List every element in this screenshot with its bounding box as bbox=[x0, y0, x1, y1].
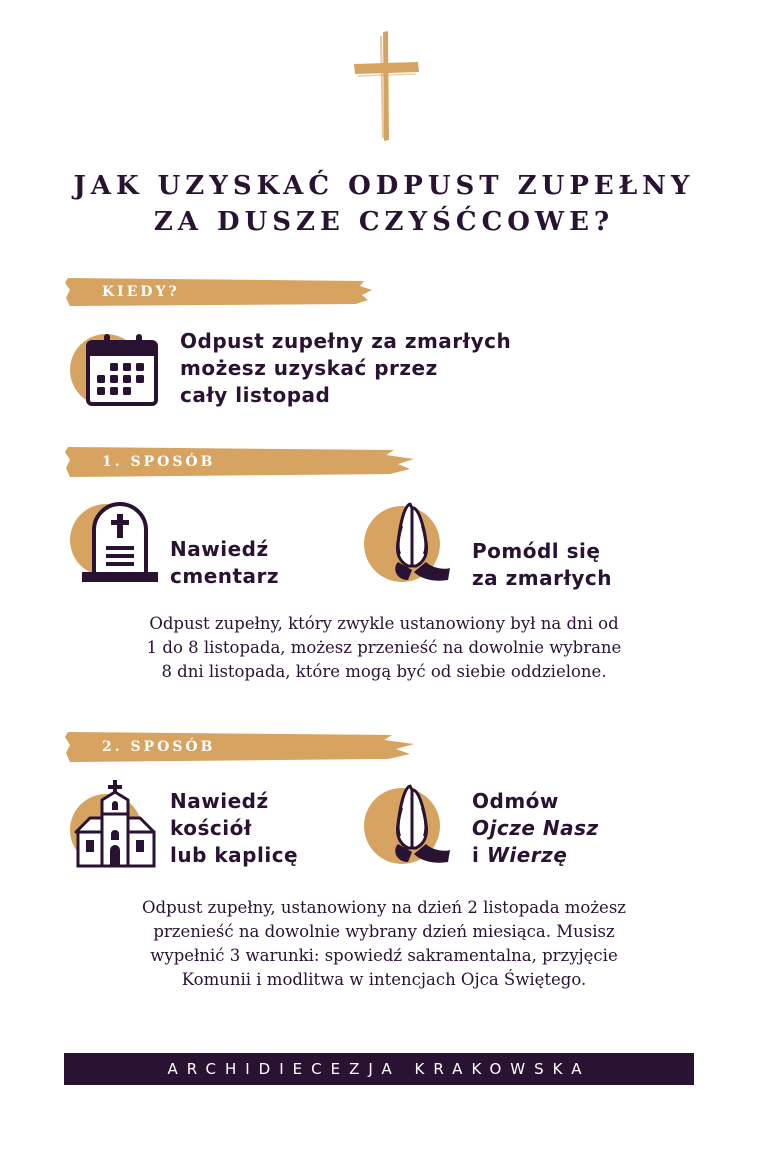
cross-icon bbox=[350, 28, 422, 144]
text-line: Pomódl się bbox=[472, 539, 601, 563]
text-line: Odpust zupełny za zmarłych bbox=[180, 329, 512, 353]
text-line-mixed: i Wierzę bbox=[472, 843, 568, 867]
gravestone-icon bbox=[68, 500, 162, 586]
sposob2-item-2-text bbox=[472, 788, 599, 869]
text-line: kościół bbox=[170, 816, 252, 840]
page-title bbox=[0, 168, 768, 240]
section-banner-sposob-1 bbox=[64, 444, 416, 480]
sposob2-item-1-text bbox=[170, 788, 298, 869]
praying-hands-icon bbox=[362, 496, 458, 588]
calendar-icon bbox=[68, 330, 160, 410]
praying-hands-icon bbox=[362, 778, 458, 870]
sposob1-description bbox=[40, 612, 728, 684]
text-line: możesz uzyskać przez bbox=[180, 356, 438, 380]
text-line: lub kaplicę bbox=[170, 843, 299, 867]
text-line: cały listopad bbox=[180, 383, 331, 407]
title-line: ZA DUSZE CZYŚĆCOWE? bbox=[153, 207, 615, 237]
section-banner-sposob-2 bbox=[64, 729, 416, 765]
text-line: Ojcze Nasz bbox=[472, 816, 599, 840]
church-icon bbox=[68, 778, 162, 870]
text-line: Odmów bbox=[472, 789, 559, 813]
description-line: Odpust zupełny, który zwykle ustanowiony był na dni od bbox=[149, 614, 619, 633]
section-banner-kiedy bbox=[64, 274, 374, 310]
section-label: KIEDY? bbox=[102, 284, 180, 300]
description-line: Komunii i modlitwa w intencjach Ojca Świętego. bbox=[181, 970, 587, 989]
sposob1-item-1-text bbox=[170, 536, 279, 590]
title-line: JAK UZYSKAĆ ODPUST ZUPEŁNY bbox=[73, 171, 695, 201]
text-line: Nawiedź bbox=[170, 789, 269, 813]
kiedy-text bbox=[180, 328, 511, 409]
text-line: Nawiedź bbox=[170, 537, 269, 561]
description-line: przenieść na dowolnie wybrany dzień miesiąca. Musisz bbox=[153, 922, 615, 941]
footer-text: ARCHIDIECEZJA KRAKOWSKA bbox=[167, 1060, 591, 1078]
sposob1-item-2-text bbox=[472, 538, 612, 592]
text-line: za zmarłych bbox=[472, 566, 612, 590]
description-line: Odpust zupełny, ustanowiony na dzień 2 listopada możesz bbox=[142, 898, 626, 917]
description-line: 8 dni listopada, które mogą być od siebie oddzielone. bbox=[161, 662, 607, 681]
description-line: wypełnić 3 warunki: spowiedź sakramentalna, przyjęcie bbox=[150, 946, 618, 965]
footer-bar bbox=[64, 1053, 694, 1085]
text-line: cmentarz bbox=[170, 564, 280, 588]
text-emphasis: Wierzę bbox=[486, 843, 568, 867]
section-label: 2. SPOSÓB bbox=[102, 739, 216, 755]
section-label: 1. SPOSÓB bbox=[102, 454, 216, 470]
sposob2-description bbox=[40, 896, 728, 992]
description-line: 1 do 8 listopada, możesz przenieść na dowolnie wybrane bbox=[146, 638, 622, 657]
